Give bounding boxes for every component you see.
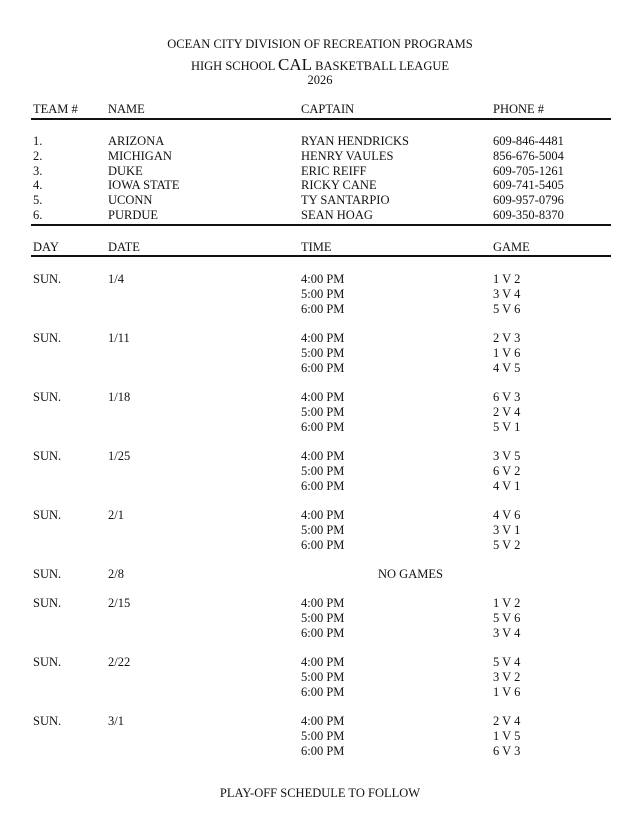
week-day: SUN.: [33, 272, 62, 286]
week-date: 1/18: [108, 390, 131, 404]
teams-bottom-rule: [31, 224, 611, 226]
week-date: 1/25: [108, 449, 131, 463]
week-day: SUN.: [33, 331, 62, 345]
league-title-prefix: HIGH SCHOOL: [190, 59, 275, 73]
team-captain: HENRY VAULES: [301, 149, 394, 163]
week-games: 5 V 4 3 V 2 1 V 6: [493, 655, 521, 699]
col-date-header: DATE: [108, 240, 140, 254]
week-games: 4 V 6 3 V 1 5 V 2: [493, 508, 521, 552]
team-name: MICHIGAN: [108, 149, 172, 163]
week-times: 4:00 PM 5:00 PM 6:00 PM: [301, 390, 345, 434]
week-times: 4:00 PM 5:00 PM 6:00 PM: [301, 596, 345, 640]
week-date: 2/8: [108, 567, 124, 581]
week-times: 4:00 PM 5:00 PM 6:00 PM: [301, 449, 345, 493]
playoff-note: PLAY-OFF SCHEDULE TO FOLLOW: [219, 786, 421, 800]
team-phone: 609-741-5405: [493, 178, 564, 192]
no-games-note: NO GAMES: [378, 567, 443, 581]
week-date: 2/1: [108, 508, 124, 522]
week-games: 1 V 2 3 V 4 5 V 6: [493, 272, 521, 316]
team-name: IOWA STATE: [108, 178, 180, 192]
week-times: 4:00 PM 5:00 PM 6:00 PM: [301, 508, 345, 552]
week-day: SUN.: [33, 567, 62, 581]
week-day: SUN.: [33, 596, 62, 610]
week-times: 4:00 PM 5:00 PM 6:00 PM: [301, 331, 345, 375]
team-number: 4.: [33, 178, 43, 192]
team-phone: 609-957-0796: [493, 193, 564, 207]
team-captain: TY SANTARPIO: [301, 193, 390, 207]
league-title-cal: CAL: [278, 55, 312, 74]
teams-header-rule: [31, 118, 611, 120]
team-phone: 856-676-5004: [493, 149, 564, 163]
league-title-suffix: BASKETBALL LEAGUE: [315, 59, 450, 73]
col-team-header: TEAM #: [33, 102, 78, 116]
league-title: [0, 55, 640, 75]
col-name-header: NAME: [108, 102, 145, 116]
team-phone: 609-705-1261: [493, 164, 564, 178]
week-games: 3 V 5 6 V 2 4 V 1: [493, 449, 521, 493]
week-date: 3/1: [108, 714, 124, 728]
week-times: 4:00 PM 5:00 PM 6:00 PM: [301, 655, 345, 699]
team-phone: 609-846-4481: [493, 134, 564, 148]
team-captain: RICKY CANE: [301, 178, 377, 192]
org-title: OCEAN CITY DIVISION OF RECREATION PROGRAMS: [167, 37, 473, 51]
team-name: ARIZONA: [108, 134, 165, 148]
team-phone: 609-350-8370: [493, 208, 564, 222]
week-date: 1/11: [108, 331, 130, 345]
team-captain: SEAN HOAG: [301, 208, 373, 222]
week-day: SUN.: [33, 508, 62, 522]
col-phone-header: PHONE #: [493, 102, 545, 116]
week-games: 1 V 2 5 V 6 3 V 4: [493, 596, 521, 640]
week-date: 1/4: [108, 272, 124, 286]
team-number: 6.: [33, 208, 43, 222]
team-name: PURDUE: [108, 208, 159, 222]
col-game-header: GAME: [493, 240, 530, 254]
season-year: 2026: [307, 73, 333, 87]
week-day: SUN.: [33, 714, 62, 728]
week-games: 6 V 3 2 V 4 5 V 1: [493, 390, 521, 434]
week-day: SUN.: [33, 390, 62, 404]
team-captain: ERIC REIFF: [301, 164, 367, 178]
week-games: 2 V 3 1 V 6 4 V 5: [493, 331, 521, 375]
team-number: 2.: [33, 149, 43, 163]
team-number: 1.: [33, 134, 43, 148]
week-times: 4:00 PM 5:00 PM 6:00 PM: [301, 714, 345, 758]
week-day: SUN.: [33, 449, 62, 463]
team-captain: RYAN HENDRICKS: [301, 134, 410, 148]
week-times: 4:00 PM 5:00 PM 6:00 PM: [301, 272, 345, 316]
schedule-header-rule: [31, 255, 611, 257]
col-captain-header: CAPTAIN: [301, 102, 355, 116]
col-time-header: TIME: [301, 240, 332, 254]
team-number: 5.: [33, 193, 43, 207]
team-name: DUKE: [108, 164, 143, 178]
week-date: 2/15: [108, 596, 131, 610]
team-number: 3.: [33, 164, 43, 178]
week-date: 2/22: [108, 655, 131, 669]
col-day-header: DAY: [33, 240, 59, 254]
week-day: SUN.: [33, 655, 62, 669]
week-games: 2 V 4 1 V 5 6 V 3: [493, 714, 521, 758]
team-name: UCONN: [108, 193, 153, 207]
